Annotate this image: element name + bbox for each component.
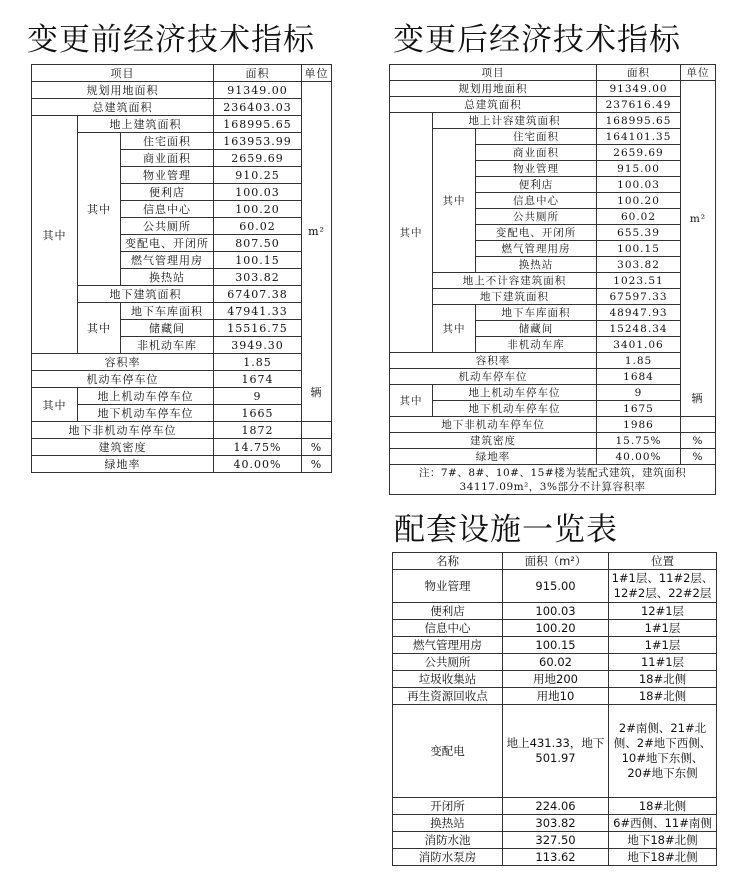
row-label: 物业管理	[476, 161, 597, 177]
facility-location: 1#1层	[609, 637, 717, 654]
row-label: 地下车库面积	[121, 303, 214, 320]
facilities-table	[392, 552, 717, 866]
row-value: 14.75%	[214, 439, 302, 456]
table-row	[393, 688, 717, 705]
row-value: 164101.35	[597, 129, 681, 145]
row-value: 9	[597, 385, 681, 401]
table-row	[393, 603, 717, 620]
row-value: 1872	[214, 422, 302, 439]
facility-name: 信息中心	[393, 620, 503, 637]
row-label: 地下非机动车停车位	[32, 422, 214, 439]
table-row	[393, 637, 717, 654]
row-label: 地下建筑面积	[78, 286, 214, 303]
row-value: 1.85	[214, 354, 302, 371]
row-value: 100.03	[597, 177, 681, 193]
before-table	[31, 64, 332, 473]
row-label: 住宅面积	[476, 129, 597, 145]
table-row	[390, 289, 716, 305]
facility-name: 消防水池	[393, 832, 503, 849]
row-label: 便利店	[121, 184, 214, 201]
table-row	[393, 705, 717, 798]
facility-name: 开闭所	[393, 798, 503, 815]
table-row	[393, 553, 717, 570]
note-text: 注：7#、8#、10#、15#楼为装配式建筑，建筑面积34117.09m²，3%部分不计算容积率	[390, 465, 716, 495]
header-unit: 单位	[681, 65, 716, 81]
table-row	[32, 371, 332, 388]
facility-area: 303.82	[503, 815, 609, 832]
table-row	[393, 570, 717, 603]
row-value: 40.00%	[214, 456, 302, 473]
table-row	[32, 422, 332, 439]
row-label: 商业面积	[476, 145, 597, 161]
header-item: 项目	[32, 65, 214, 82]
table-row	[390, 97, 716, 113]
table-row	[390, 273, 716, 289]
row-label: 变配电、开闭所	[476, 225, 597, 241]
row-label: 公共厕所	[121, 218, 214, 235]
table-row	[390, 129, 716, 145]
row-label: 规划用地面积	[390, 81, 597, 97]
facility-area: 60.02	[503, 654, 609, 671]
header-unit: 单位	[302, 65, 332, 82]
row-label: 公共厕所	[476, 209, 597, 225]
row-value: 91349.00	[214, 82, 302, 99]
table-row	[393, 815, 717, 832]
row-label: 地下车库面积	[476, 305, 597, 321]
row-value: 15.75%	[597, 433, 681, 449]
header-area: 面积	[597, 65, 681, 81]
row-label: 物业管理	[121, 167, 214, 184]
table-row	[32, 388, 332, 405]
row-label: 住宅面积	[121, 133, 214, 150]
facility-area: 113.62	[503, 849, 609, 866]
row-value: 1023.51	[597, 273, 681, 289]
row-value: 236403.03	[214, 99, 302, 116]
facilities-title: 配套设施一览表	[394, 512, 618, 548]
facility-area: 224.06	[503, 798, 609, 815]
row-unit: %	[681, 433, 716, 449]
row-label: 建筑密度	[390, 433, 597, 449]
facility-location: 18#北侧	[609, 688, 717, 705]
facility-location: 地下18#北侧	[609, 832, 717, 849]
table-row	[393, 654, 717, 671]
before-title: 变更前经济技术指标	[27, 22, 315, 58]
row-label: 地下机动车停车位	[433, 401, 597, 417]
row-label: 总建筑面积	[390, 97, 597, 113]
table-row	[390, 417, 716, 433]
table-row	[32, 116, 332, 133]
qizhong-label: 其中	[390, 113, 433, 353]
row-label: 规划用地面积	[32, 82, 214, 99]
qizhong-label: 其中	[78, 303, 121, 354]
row-value: 2659.69	[214, 150, 302, 167]
row-value: 915.00	[597, 161, 681, 177]
row-label: 地下机动车停车位	[78, 405, 214, 422]
row-value: 2659.69	[597, 145, 681, 161]
row-label: 燃气管理用房	[121, 252, 214, 269]
facility-location: 12#1层	[609, 603, 717, 620]
after-table	[389, 64, 716, 495]
table-row	[393, 832, 717, 849]
table-row	[393, 671, 717, 688]
facility-area: 100.15	[503, 637, 609, 654]
row-unit: %	[302, 439, 332, 456]
row-label: 变配电、开闭所	[121, 235, 214, 252]
unit-vehicle: 辆	[691, 392, 703, 405]
row-value: 47941.33	[214, 303, 302, 320]
row-label: 地下建筑面积	[433, 289, 597, 305]
row-label: 换热站	[476, 257, 597, 273]
table-row	[32, 354, 332, 371]
row-value: 655.39	[597, 225, 681, 241]
facility-area: 用地200	[503, 671, 609, 688]
row-value: 60.02	[214, 218, 302, 235]
header-location: 位置	[609, 553, 717, 570]
row-value: 48947.93	[597, 305, 681, 321]
row-value: 168995.65	[597, 113, 681, 129]
table-row	[390, 369, 716, 385]
table-row	[390, 81, 716, 97]
facility-name: 物业管理	[393, 570, 503, 603]
table-row	[393, 620, 717, 637]
row-value: 1674	[214, 371, 302, 388]
qizhong-label: 其中	[433, 129, 476, 273]
row-label: 商业面积	[121, 150, 214, 167]
row-label: 地下非机动车停车位	[390, 417, 597, 433]
table-row	[32, 65, 332, 82]
row-label: 机动车停车位	[32, 371, 214, 388]
facility-location: 1#1层	[609, 620, 717, 637]
row-label: 储藏间	[476, 321, 597, 337]
table-row	[390, 353, 716, 369]
table-row	[32, 82, 332, 99]
row-value: 1986	[597, 417, 681, 433]
qizhong-label: 其中	[390, 385, 433, 417]
row-label: 容积率	[32, 354, 214, 371]
row-label: 地上建筑面积	[78, 116, 214, 133]
row-value: 100.20	[214, 201, 302, 218]
facility-name: 消防水泵房	[393, 849, 503, 866]
facility-name: 垃圾收集站	[393, 671, 503, 688]
facility-area: 用地10	[503, 688, 609, 705]
row-label: 换热站	[121, 269, 214, 286]
table-row	[393, 798, 717, 815]
table-row	[390, 401, 716, 417]
table-row	[390, 449, 716, 465]
row-value: 91349.00	[597, 81, 681, 97]
facility-area: 327.50	[503, 832, 609, 849]
facility-name: 换热站	[393, 815, 503, 832]
row-label: 地上机动车停车位	[78, 388, 214, 405]
row-value: 163953.99	[214, 133, 302, 150]
row-value: 100.15	[597, 241, 681, 257]
row-label: 建筑密度	[32, 439, 214, 456]
row-value: 67597.33	[597, 289, 681, 305]
table-row	[32, 456, 332, 473]
row-label: 地上计容建筑面积	[433, 113, 597, 129]
facility-area: 915.00	[503, 570, 609, 603]
row-label: 容积率	[390, 353, 597, 369]
facility-location: 地下18#北侧	[609, 849, 717, 866]
row-label: 燃气管理用房	[476, 241, 597, 257]
row-label: 便利店	[476, 177, 597, 193]
row-label: 信息中心	[121, 201, 214, 218]
table-row	[393, 849, 717, 866]
facility-name: 便利店	[393, 603, 503, 620]
row-unit: %	[681, 449, 716, 465]
table-row	[32, 99, 332, 116]
table-row	[390, 113, 716, 129]
facility-location: 2#南侧、21#北侧、2#地下西侧、10#地下东侧、20#地下东侧	[609, 705, 717, 798]
qizhong-label: 其中	[78, 133, 121, 286]
row-label: 机动车停车位	[390, 369, 597, 385]
header-area: 面积	[214, 65, 302, 82]
unit-m2: m²	[681, 81, 716, 417]
facility-area: 100.03	[503, 603, 609, 620]
row-label: 信息中心	[476, 193, 597, 209]
row-value: 15516.75	[214, 320, 302, 337]
row-label: 绿地率	[32, 456, 214, 473]
facility-area: 100.20	[503, 620, 609, 637]
facility-location: 18#北侧	[609, 671, 717, 688]
row-label: 地上机动车停车位	[433, 385, 597, 401]
row-value: 100.03	[214, 184, 302, 201]
unit-vehicle: 辆	[310, 386, 322, 399]
row-value: 1.85	[597, 353, 681, 369]
table-row	[390, 65, 716, 81]
row-value: 1684	[597, 369, 681, 385]
qizhong-label: 其中	[32, 116, 78, 354]
row-value: 40.00%	[597, 449, 681, 465]
facility-location: 1#1层、11#2层、12#2层、22#2层	[609, 570, 717, 603]
table-row	[390, 433, 716, 449]
header-item: 项目	[390, 65, 597, 81]
row-label: 非机动车库	[121, 337, 214, 354]
facility-area: 地上431.33，地下501.97	[503, 705, 609, 798]
row-value: 9	[214, 388, 302, 405]
row-value: 910.25	[214, 167, 302, 184]
row-value: 60.02	[597, 209, 681, 225]
facility-location: 18#北侧	[609, 798, 717, 815]
facility-name: 公共厕所	[393, 654, 503, 671]
qizhong-label: 其中	[32, 388, 78, 422]
facility-name: 再生资源回收点	[393, 688, 503, 705]
facility-name: 变配电	[393, 705, 503, 798]
row-value: 303.82	[597, 257, 681, 273]
facility-name: 燃气管理用房	[393, 637, 503, 654]
row-value: 807.50	[214, 235, 302, 252]
header-name: 名称	[393, 553, 503, 570]
table-row	[390, 305, 716, 321]
row-unit: %	[302, 456, 332, 473]
table-row	[390, 385, 716, 401]
header-area: 面积（m²）	[503, 553, 609, 570]
row-value: 303.82	[214, 269, 302, 286]
row-value: 100.20	[597, 193, 681, 209]
row-label: 储藏间	[121, 320, 214, 337]
unit-m2: m²	[302, 82, 332, 422]
row-value: 15248.34	[597, 321, 681, 337]
row-value: 1665	[214, 405, 302, 422]
row-value: 3401.06	[597, 337, 681, 353]
facility-location: 6#西侧、11#南侧	[609, 815, 717, 832]
row-value: 67407.38	[214, 286, 302, 303]
row-label: 地上不计容建筑面积	[433, 273, 597, 289]
row-label: 总建筑面积	[32, 99, 214, 116]
facility-location: 11#1层	[609, 654, 717, 671]
qizhong-label: 其中	[433, 305, 476, 353]
row-label: 绿地率	[390, 449, 597, 465]
row-value: 100.15	[214, 252, 302, 269]
row-value: 3949.30	[214, 337, 302, 354]
after-title: 变更后经济技术指标	[393, 22, 681, 58]
row-label: 非机动车库	[476, 337, 597, 353]
table-row	[390, 465, 716, 495]
row-value: 237616.49	[597, 97, 681, 113]
row-value: 1675	[597, 401, 681, 417]
table-row	[32, 439, 332, 456]
row-value: 168995.65	[214, 116, 302, 133]
